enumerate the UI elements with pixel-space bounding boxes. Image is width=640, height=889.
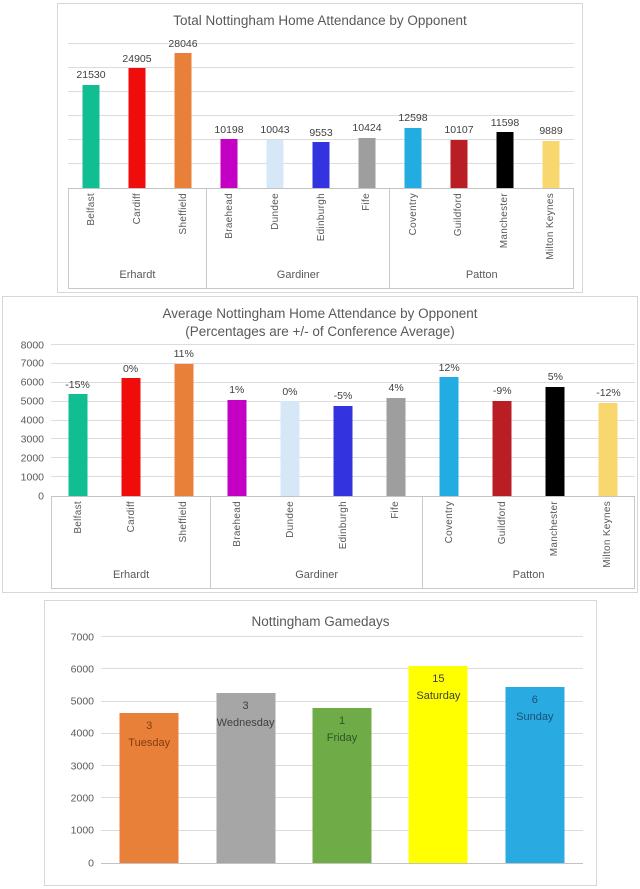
bar-value-label: 9553 — [309, 126, 333, 139]
bar-belfast — [68, 394, 87, 496]
y-axis-tick-label: 3000 — [70, 759, 94, 772]
bar-day-label: Tuesday — [128, 736, 171, 749]
category-axis — [51, 497, 635, 589]
bars-layer — [51, 345, 635, 496]
y-axis-tick-label: 3000 — [20, 433, 44, 446]
conference-group — [211, 497, 423, 588]
bar-group — [51, 345, 210, 496]
bar-value-label: 12598 — [398, 112, 428, 125]
bars-layer — [101, 637, 583, 863]
chart-title: Nottingham Gamedays — [251, 614, 390, 629]
conference-name-label: Gardiner — [276, 269, 320, 281]
category-label: Manchester — [499, 193, 511, 249]
bar-count-label: 15 — [432, 673, 445, 686]
conference-group — [390, 189, 573, 288]
y-axis-tick-label: 5000 — [70, 695, 94, 708]
category-label-slot — [527, 189, 573, 269]
category-slot — [487, 637, 583, 863]
category-label: Sheffield — [177, 193, 189, 235]
conference-name-label: Erhardt — [119, 269, 156, 281]
category-label: Edinburgh — [337, 501, 349, 550]
conference-group — [423, 497, 634, 588]
y-axis-tick-label: 4000 — [70, 727, 94, 740]
y-axis-tick-label: 6000 — [20, 376, 44, 389]
bar-value-label: 24905 — [122, 52, 152, 65]
category-slot — [114, 44, 160, 188]
category-slot — [436, 44, 482, 188]
bar-day-label: Sunday — [516, 711, 554, 724]
category-slot — [423, 345, 476, 496]
category-label-slot — [436, 189, 482, 269]
category-label-slot — [157, 497, 210, 569]
bar-value-label: 10198 — [214, 123, 244, 136]
bar-friday — [313, 708, 372, 863]
category-label: Coventry — [407, 193, 419, 236]
category-slot — [101, 637, 197, 863]
category-slot — [104, 345, 157, 496]
category-slot — [528, 44, 574, 188]
category-label-slot — [344, 189, 390, 269]
bar-value-label: 10424 — [352, 122, 382, 135]
category-labels-row — [423, 497, 634, 569]
bar-value-label: 0% — [123, 362, 139, 375]
bar-value-label: 28046 — [168, 37, 198, 50]
category-label-slot — [115, 189, 161, 269]
bar-inside-label — [505, 687, 564, 726]
bar-milton-keynes — [599, 403, 618, 496]
bar-sunday — [505, 687, 564, 863]
y-axis-tick-label: 8000 — [20, 338, 44, 351]
bar-value-label: -15% — [65, 378, 90, 391]
category-slot — [252, 44, 298, 188]
category-labels-row — [211, 497, 422, 569]
bar-day-label: Wednesday — [216, 716, 275, 729]
plot-area — [70, 630, 583, 869]
bar-edinburgh — [334, 406, 353, 496]
bar-value-label: 11598 — [490, 116, 520, 129]
y-axis-tick-label: 2000 — [20, 452, 44, 464]
category-slot — [294, 637, 390, 863]
bar-value-label: 12% — [438, 361, 460, 374]
bar-value-label: 5% — [547, 371, 563, 384]
bar-value-label: 4% — [388, 382, 404, 395]
category-label: Manchester — [549, 501, 561, 557]
category-label: Braehead — [224, 193, 236, 239]
bar-group — [210, 345, 422, 496]
bar-day-label: Friday — [326, 732, 358, 745]
bar-count-label: 6 — [531, 694, 538, 707]
bar-value-label: -9% — [492, 385, 512, 398]
category-label: Braehead — [232, 501, 244, 547]
chart-subtitle: (Percentages are +/- of Conference Average) — [185, 324, 455, 340]
category-label: Fife — [361, 193, 373, 211]
bar-tuesday — [120, 713, 179, 863]
y-axis-tick-label: 1000 — [20, 470, 44, 483]
category-label: Milton Keynes — [544, 193, 556, 260]
category-label-slot — [529, 497, 582, 569]
bar-inside-label — [313, 708, 372, 747]
category-slot — [206, 44, 252, 188]
category-slot — [316, 345, 369, 496]
category-label-slot — [369, 497, 422, 569]
conference-name-label: Patton — [512, 569, 545, 581]
bar-value-label: 11% — [173, 348, 194, 361]
bar-sheffield — [175, 53, 192, 188]
conference-group — [69, 189, 207, 288]
bar-count-label: 3 — [146, 719, 153, 732]
category-labels-row — [52, 497, 210, 569]
category-slot — [370, 345, 423, 496]
bar-fife — [359, 138, 376, 188]
category-label-slot — [211, 497, 264, 569]
chart-title: Total Nottingham Home Attendance by Opponent — [173, 13, 467, 28]
plot-area — [68, 37, 574, 189]
bar-value-label: 1% — [229, 384, 245, 397]
category-slot — [390, 637, 486, 863]
chart-average-attendance — [2, 296, 638, 593]
bar-cardiff — [121, 378, 140, 496]
bar-coventry — [440, 377, 459, 496]
bar-value-label: 10107 — [444, 124, 474, 136]
bar-saturday — [409, 666, 468, 863]
category-slot — [68, 44, 114, 188]
conference-group — [52, 497, 211, 588]
category-label-slot — [423, 497, 476, 569]
bar-value-label: -5% — [333, 390, 353, 403]
bar-milton-keynes — [543, 141, 560, 188]
bar-dundee — [267, 140, 284, 188]
bar-cardiff — [129, 68, 146, 188]
bar-guildford — [451, 140, 468, 189]
category-label-slot — [264, 497, 317, 569]
plot-area — [20, 338, 635, 502]
category-label: Belfast — [72, 501, 84, 534]
category-label-slot — [390, 189, 436, 269]
chart-title: Average Nottingham Home Attendance by Opponent — [162, 306, 478, 321]
y-axis-tick-label: 2000 — [70, 792, 94, 805]
category-label-slot — [105, 497, 158, 569]
bar-fife — [387, 398, 406, 496]
bar-value-label: 9889 — [539, 125, 563, 138]
category-slot — [298, 44, 344, 188]
category-label: Milton Keynes — [602, 501, 614, 568]
bar-inside-label — [409, 666, 468, 705]
chart-gamedays — [44, 600, 597, 886]
bar-belfast — [83, 85, 100, 188]
conference-name-label: Gardiner — [295, 569, 339, 581]
bar-day-label: Saturday — [416, 690, 461, 703]
bar-group — [206, 44, 390, 188]
y-axis-tick-label: 1000 — [70, 824, 94, 837]
category-label: Edinburgh — [315, 193, 327, 242]
bar-coventry — [405, 128, 422, 188]
category-label: Guildford — [453, 193, 465, 237]
category-slot — [476, 345, 529, 496]
conference-name-label: Patton — [465, 269, 498, 281]
bar-value-label: 21530 — [76, 69, 106, 82]
category-label: Guildford — [496, 501, 508, 545]
y-axis-tick-label: 4000 — [20, 414, 44, 427]
bar-inside-label — [216, 693, 275, 732]
category-labels-row — [69, 189, 206, 269]
category-label: Sheffield — [178, 501, 190, 543]
bar-guildford — [493, 401, 512, 496]
category-slot — [482, 44, 528, 188]
bar-value-label: -12% — [596, 387, 621, 400]
category-label: Coventry — [443, 501, 455, 544]
category-label: Fife — [390, 501, 402, 519]
category-labels-row — [390, 189, 573, 269]
bar-count-label: 3 — [242, 699, 249, 712]
y-axis-tick-label: 6000 — [70, 663, 94, 676]
category-label-slot — [160, 189, 206, 269]
bar-sheffield — [174, 364, 193, 496]
bar-wednesday — [216, 693, 275, 863]
bar-edinburgh — [313, 142, 330, 188]
category-slot — [529, 345, 582, 496]
category-slot — [390, 44, 436, 188]
y-axis-tick-label: 0 — [38, 489, 44, 502]
category-slot — [197, 637, 293, 863]
chart-total-attendance — [57, 3, 583, 293]
category-slot — [157, 345, 210, 496]
category-label-slot — [482, 189, 528, 269]
bar-inside-label — [120, 713, 179, 752]
category-label: Dundee — [269, 193, 281, 230]
bar-group — [68, 37, 206, 188]
category-label-slot — [317, 497, 370, 569]
bar-value-label: 10043 — [260, 124, 290, 137]
bar-value-label: 0% — [282, 385, 298, 398]
bar-manchester — [497, 132, 514, 188]
category-slot — [160, 37, 206, 188]
category-label-slot — [69, 189, 115, 269]
category-label: Belfast — [86, 193, 98, 226]
bar-braehead — [221, 139, 238, 188]
category-label-slot — [298, 189, 344, 269]
category-label: Cardiff — [125, 501, 137, 533]
bar-group — [390, 44, 574, 188]
category-label: Dundee — [284, 501, 296, 538]
bar-braehead — [227, 400, 246, 496]
category-axis — [68, 189, 574, 289]
bar-count-label: 1 — [338, 715, 346, 728]
y-axis-tick-label: 5000 — [20, 395, 44, 408]
bar-manchester — [546, 387, 565, 496]
category-label: Cardiff — [131, 193, 143, 225]
category-label-slot — [253, 189, 299, 269]
y-axis-tick-label: 7000 — [70, 630, 94, 643]
category-label-slot — [581, 497, 634, 569]
bars-layer — [68, 37, 574, 188]
category-slot — [263, 345, 316, 496]
conference-group — [207, 189, 391, 288]
y-axis-tick-label: 7000 — [20, 357, 44, 370]
bar-dundee — [280, 401, 299, 496]
category-slot — [344, 44, 390, 188]
conference-name-label: Erhardt — [113, 569, 150, 581]
category-labels-row — [207, 189, 390, 269]
bar-group — [101, 637, 583, 863]
category-slot — [210, 345, 263, 496]
category-slot — [582, 345, 635, 496]
category-label-slot — [207, 189, 253, 269]
y-axis-tick-label: 0 — [88, 856, 94, 869]
category-label-slot — [52, 497, 105, 569]
bar-group — [423, 345, 635, 496]
category-slot — [51, 345, 104, 496]
category-label-slot — [476, 497, 529, 569]
